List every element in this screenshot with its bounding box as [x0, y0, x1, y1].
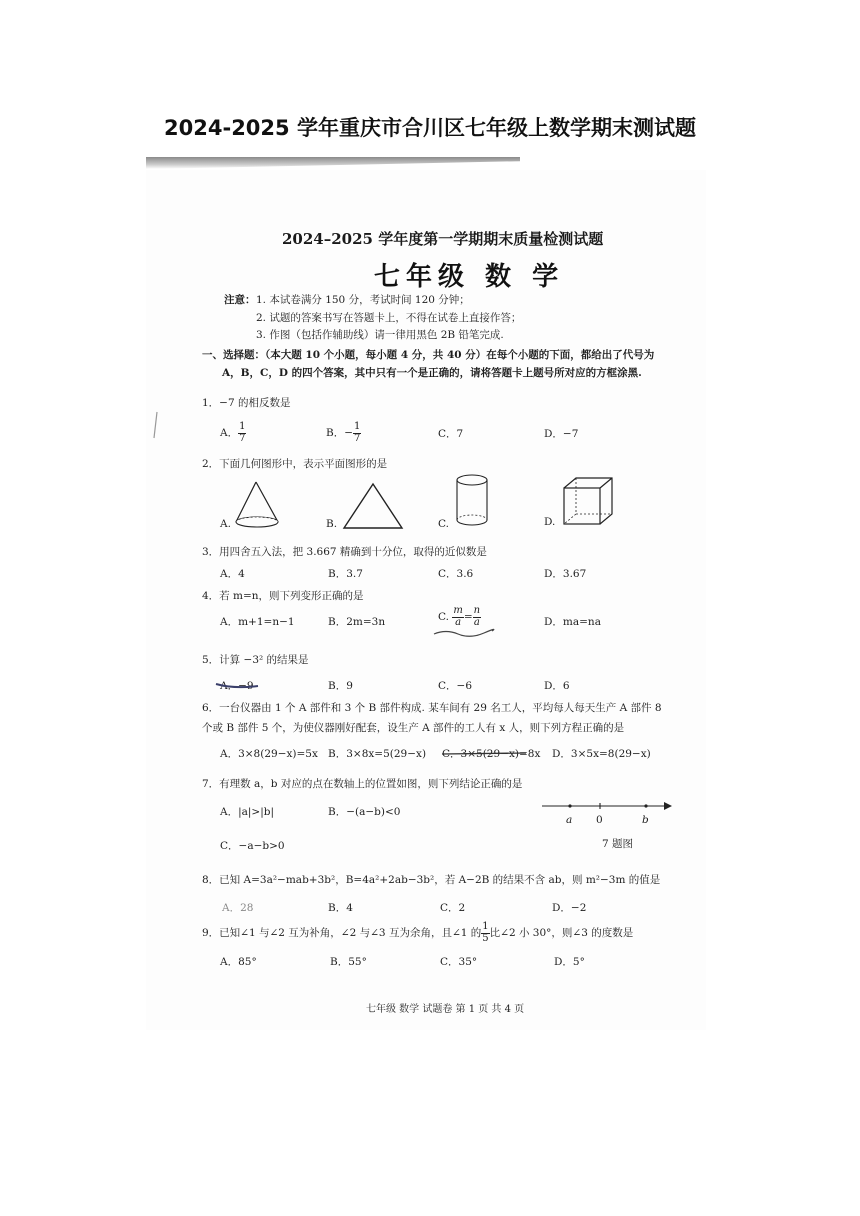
q1-a-fraction [238, 422, 246, 444]
pencil-strike-mark-2 [440, 750, 530, 758]
document-title: 2024-2025 学年重庆市合川区七年级上数学期末测试题 [164, 116, 696, 140]
axis-label-b: b [642, 814, 649, 826]
notice-item-2: 2. 试题的答案书写在答题卡上，不得在试卷上直接作答； [256, 312, 522, 324]
number-line-figure [540, 800, 676, 814]
q1-a-den: 7 [239, 432, 246, 444]
q9-option-a: A．85° [220, 956, 257, 968]
q4-c-equals: = [463, 611, 473, 623]
q9-option-c: C．35° [440, 956, 478, 968]
q2-option-a-label: A. [220, 518, 231, 530]
q9-stem-post: 比∠2 小 30°，则∠3 的度数是 [489, 927, 634, 939]
margin-pencil-mark [152, 410, 160, 440]
q5-option-b: B．9 [328, 680, 353, 692]
q7-option-c: C．−a−b>0 [220, 840, 285, 852]
q4-stem: 4．若 m=n，则下列变形正确的是 [202, 590, 364, 602]
q1-b-den: 7 [354, 432, 361, 444]
q7-option-b: B．−(a−b)<0 [328, 806, 401, 818]
q4-c-label: C. [438, 611, 449, 623]
q1-stem: 1．−7 的相反数是 [202, 397, 291, 409]
axis-label-0: 0 [596, 814, 603, 826]
q1-b-fraction [353, 422, 361, 444]
q9-stem-pre: 9．已知∠1 与∠2 互为补角，∠2 与∠3 互为余角，且∠1 的 [202, 927, 482, 939]
q8-stem: 8．已知 A=3a²−mab+3b²，B=4a²+2ab−3b²，若 A−2B 的结果不含 ab，则 m²−3m 的值是 [202, 874, 661, 886]
cone-figure-icon [232, 480, 284, 532]
q4-c-num1: m [453, 605, 463, 616]
q4-option-d: D．ma=na [544, 616, 601, 628]
q1-option-b [326, 422, 361, 444]
q6-stem-line1: 6．一台仪器由 1 个 A 部件和 3 个 B 部件构成. 某车间有 29 名工人，平均每人每天生产 A 部件 8 [202, 702, 662, 714]
q2-option-d-label: D. [544, 516, 556, 528]
q4-option-b: B．2m=3n [328, 616, 386, 628]
q8-option-d: D．−2 [552, 902, 587, 914]
exam-paper-scan [146, 170, 706, 1030]
q5-option-d: D．6 [544, 680, 570, 692]
figure-caption-7: 7 题图 [602, 838, 634, 850]
q2-option-b-label: B. [326, 518, 338, 530]
q4-c-den2: a [473, 616, 480, 628]
q4-option-a: A．m+1=n−1 [220, 616, 295, 628]
cylinder-figure-icon [454, 472, 490, 530]
section1-instruction-line1: 一、选择题：（本大题 10 个小题，每小题 4 分，共 40 分）在每个小题的下面，都给出了代号为 [202, 349, 655, 361]
notice-label: 注意： [224, 294, 256, 306]
page-footer: 七年级 数学 试题卷 第 1 页 共 4 页 [366, 1004, 525, 1015]
q2-option-c-label: C. [438, 518, 449, 530]
q6-option-b: B．3×8x=5(29−x) [328, 748, 427, 760]
triangle-figure-icon [342, 482, 404, 532]
q8-option-b: B．4 [328, 902, 353, 914]
q1-a-label: A． [220, 427, 239, 439]
q4-option-c [438, 606, 481, 628]
q7-stem: 7．有理数 a，b 对应的点在数轴上的位置如图，则下列结论正确的是 [202, 778, 523, 790]
q5-stem: 5．计算 −3² 的结果是 [202, 654, 309, 666]
q3-option-c: C．3.6 [438, 568, 474, 580]
axis-label-a: a [566, 814, 573, 826]
q6-option-a: A．3×8(29−x)=5x [220, 748, 318, 760]
q9-stem [202, 922, 633, 944]
q1-a-num: 1 [239, 421, 246, 432]
q3-option-a: A．4 [220, 568, 245, 580]
exam-subject: 七年级 数 学 [374, 262, 565, 292]
pencil-underline-mark [432, 628, 494, 638]
q8-option-a: A．28 [222, 902, 254, 914]
q4-c-den1: a [455, 616, 462, 628]
q9-fraction [481, 922, 489, 944]
q6-option-c: C．3×5(29−x)=8x [442, 748, 541, 760]
notice-item-3: 3. 作图（包括作辅助线）请一律用黑色 2B 铅笔完成. [256, 329, 504, 341]
q1-b-num: 1 [354, 421, 361, 432]
cube-figure-icon [562, 476, 614, 528]
q4-c-fraction-2 [473, 606, 481, 628]
pencil-strike-mark [214, 680, 262, 690]
q6-option-d: D．3×5x=8(29−x) [552, 748, 651, 760]
q3-stem: 3．用四舍五入法，把 3.667 精确到十分位，取得的近似数是 [202, 546, 487, 558]
q9-frac-den: 5 [482, 932, 489, 944]
scan-shadow-edge [146, 157, 520, 169]
q3-option-d: D．3.67 [544, 568, 587, 580]
q1-option-c: C．7 [438, 428, 464, 440]
exam-header: 2024–2025 学年度第一学期期末质量检测试题 [282, 230, 604, 248]
section1-instruction-line2: A，B，C，D 的四个答案，其中只有一个是正确的，请将答题卡上题号所对应的方框涂黑. [222, 367, 642, 379]
q1-option-a [220, 422, 246, 444]
q1-option-d: D．−7 [544, 428, 579, 440]
q9-frac-num: 1 [482, 921, 489, 932]
q9-option-b: B．55° [330, 956, 367, 968]
q3-option-b: B．3.7 [328, 568, 363, 580]
q6-stem-line2: 个或 B 部件 5 个，为使仪器刚好配套，设生产 A 部件的工人有 x 人，则下列方程正确的是 [202, 722, 625, 734]
q5-option-c: C．−6 [438, 680, 473, 692]
q4-c-num2: n [473, 605, 481, 616]
q9-option-d: D．5° [554, 956, 585, 968]
q7-option-a: A．|a|>|b| [220, 806, 275, 818]
q4-c-fraction-1 [452, 606, 463, 628]
q2-stem: 2．下面几何图形中，表示平面图形的是 [202, 458, 388, 470]
q8-option-c: C．2 [440, 902, 466, 914]
q1-b-label: B．− [326, 427, 354, 439]
q5-option-a: A．−9 [220, 680, 254, 692]
notice-item-1: 1. 本试卷满分 150 分，考试时间 120 分钟； [256, 294, 470, 306]
